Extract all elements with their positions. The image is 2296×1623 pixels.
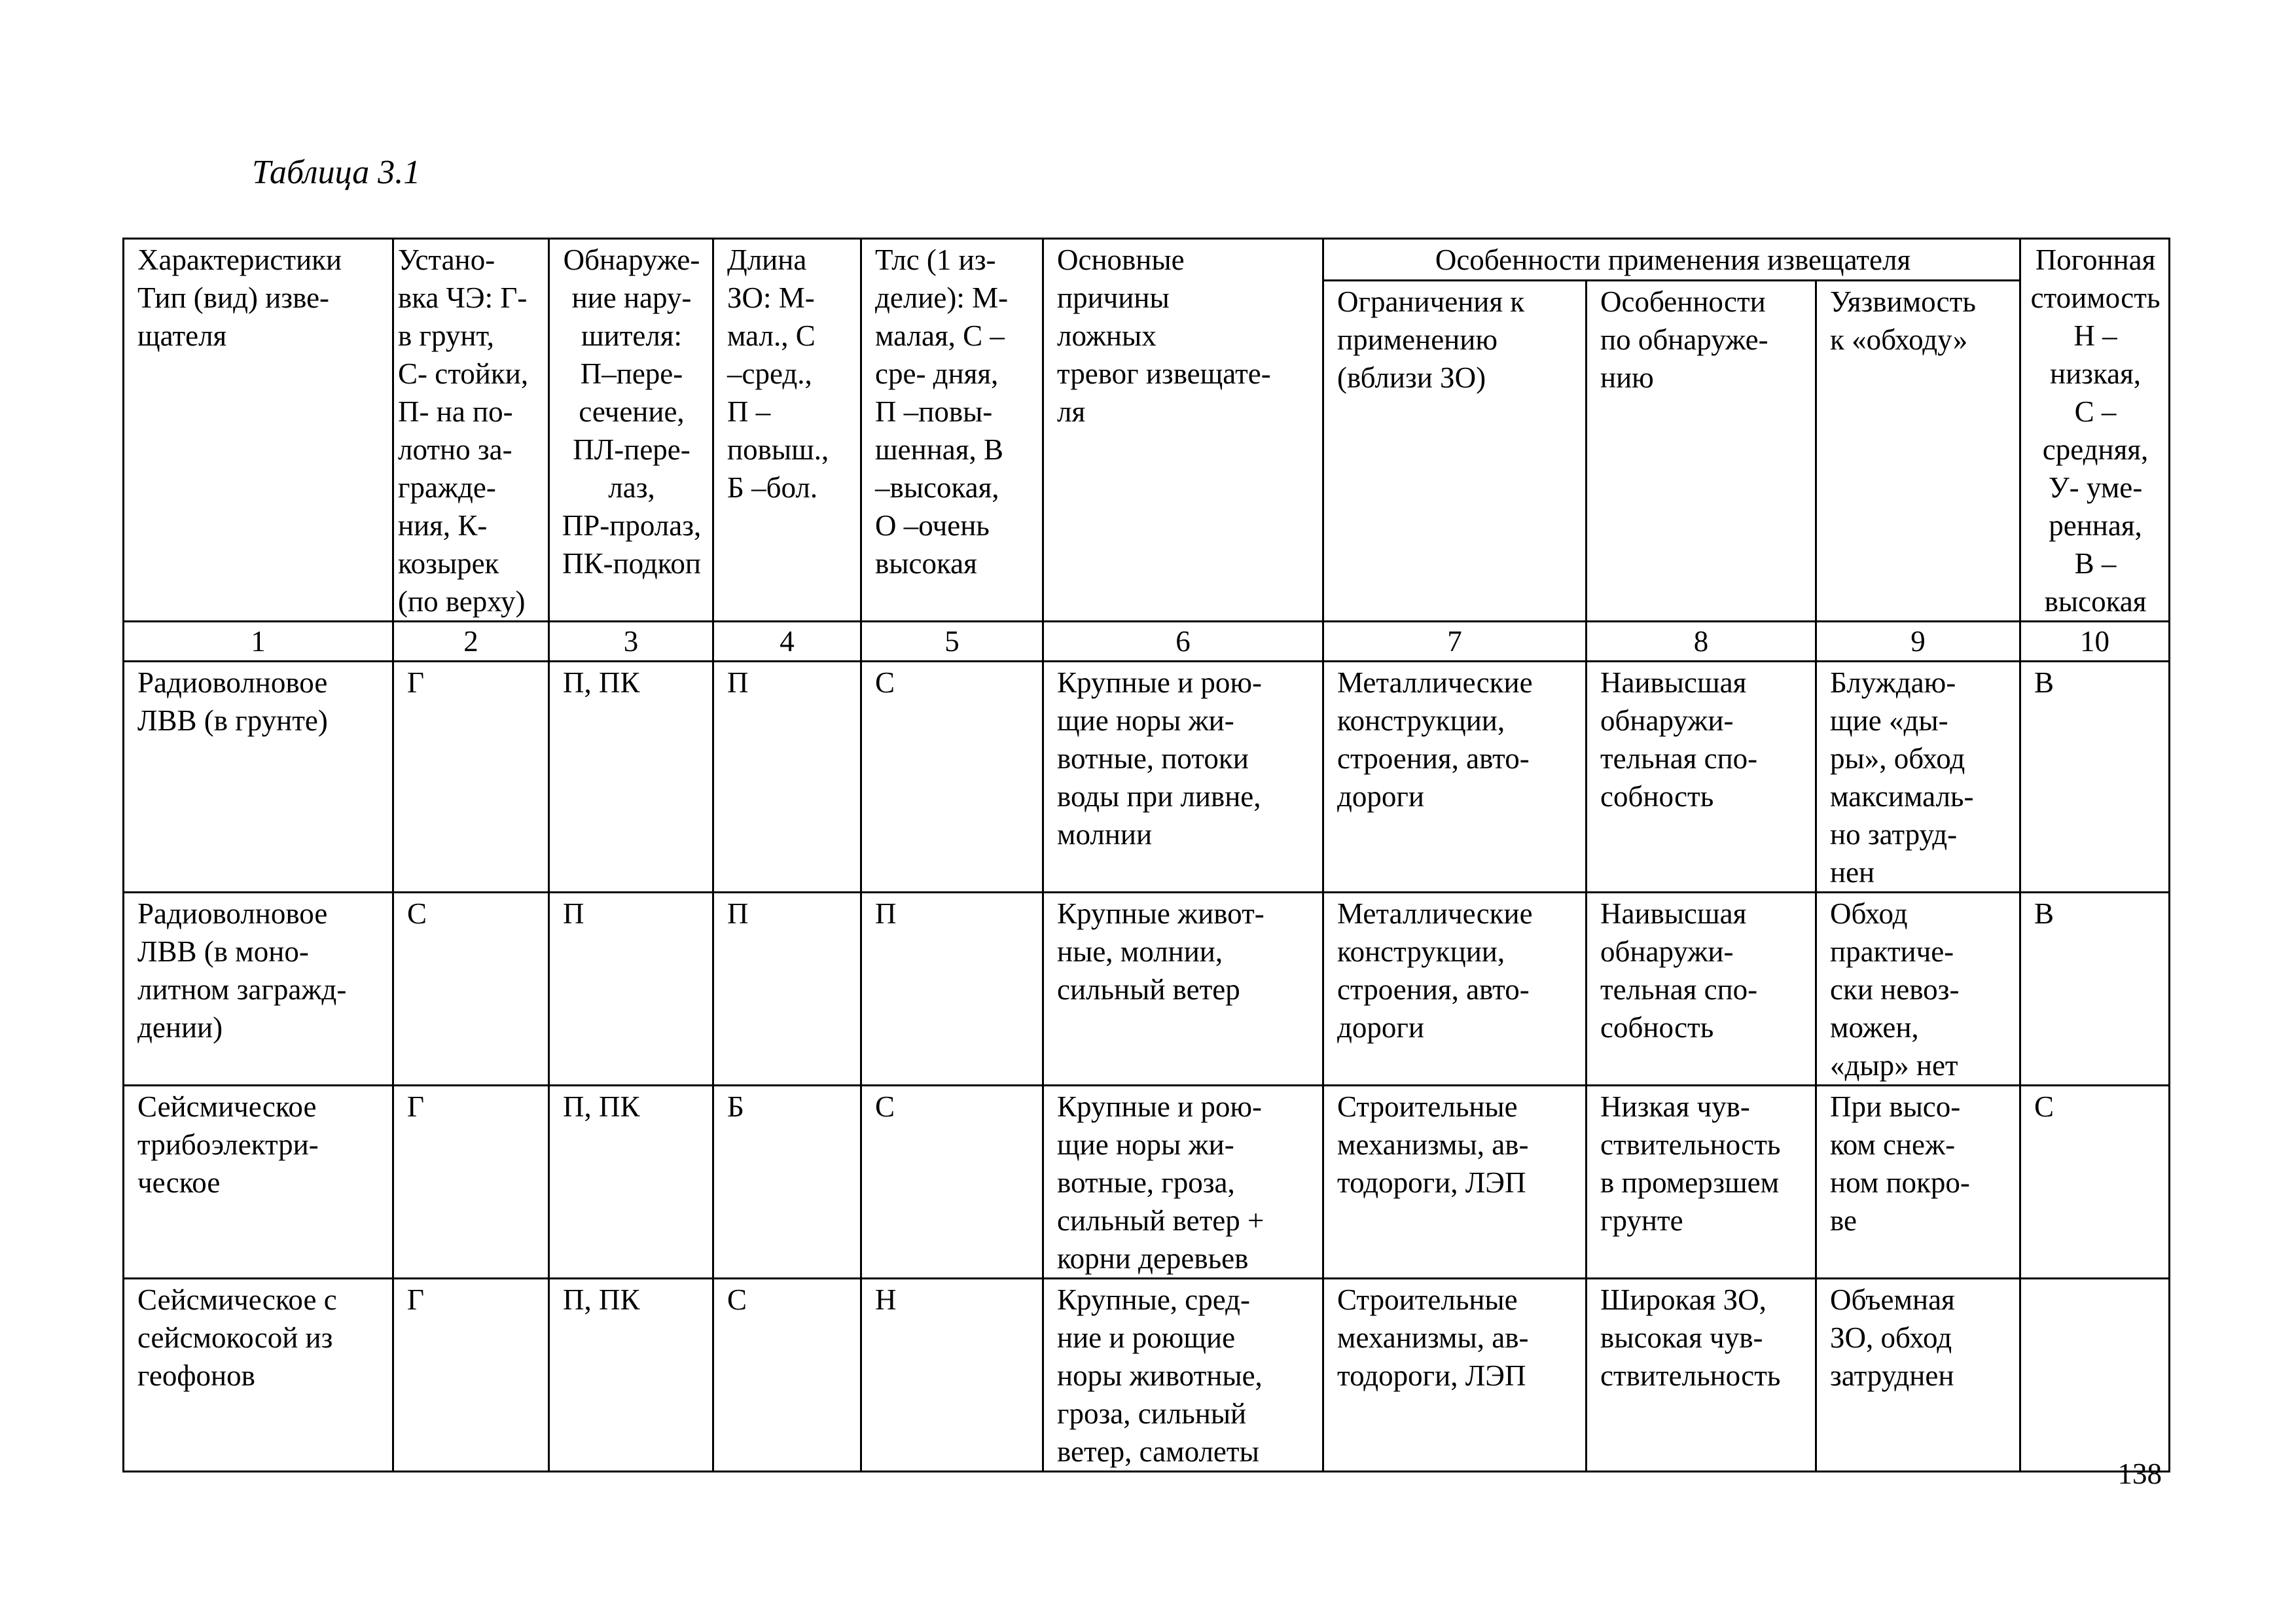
cell-cost: С: [2020, 1086, 2170, 1279]
detector-characteristics-table: [122, 238, 2170, 1472]
header-installation: Устано- вка ЧЭ: Г- в грунт, С- стойки, П- на по- лотно за- гражде- ния, К- козырек (по верху): [393, 239, 549, 622]
cell-vulnerability: При высо- ком снеж- ном покро- ве: [1816, 1086, 2020, 1279]
header-false-alarm-causes: Основные причины ложных тревог извещате- ля: [1043, 239, 1323, 622]
header-intruder-detection: Обнаруже- ние нару- шителя: П–пере- сечение, ПЛ-пере- лаз, ПР-пролаз, ПК-подкоп: [549, 239, 713, 622]
cell-install: С: [393, 893, 549, 1086]
cell-cost: В: [2020, 662, 2170, 893]
column-number: 7: [1323, 622, 1587, 662]
table-row: [124, 1086, 2170, 1279]
header-row-top: [124, 239, 2170, 281]
header-cost: Погонная стоимость Н – низкая, С – средняя, У- уме- ренная, В – высокая: [2020, 239, 2170, 622]
column-number: 3: [549, 622, 713, 662]
cell-type: Радиоволновое ЛВВ (в моно- литном загражд- дении): [124, 893, 393, 1086]
page-number: 138: [2117, 1457, 2162, 1490]
header-zone-length: Длина ЗО: М- мал., С –сред., П – повыш., Б –бол.: [713, 239, 861, 622]
header-detection-features: Особенности по обнаруже- нию: [1587, 280, 1816, 621]
cell-tls: Н: [861, 1279, 1043, 1472]
cell-detection: Широкая ЗО, высокая чув- ствительность: [1587, 1279, 1816, 1472]
header-vulnerability: Уязвимость к «обходу»: [1816, 280, 2020, 621]
table-row: [124, 893, 2170, 1086]
table-row: [124, 662, 2170, 893]
cell-vulnerability: Блуждаю- щие «ды- ры», обход максималь- но затруд- нен: [1816, 662, 2020, 893]
cell-tls: П: [861, 893, 1043, 1086]
cell-causes: Крупные, сред- ние и роющие норы животные, гроза, сильный ветер, самолеты: [1043, 1279, 1323, 1472]
column-number: 5: [861, 622, 1043, 662]
column-number: 10: [2020, 622, 2170, 662]
table-row: [124, 1279, 2170, 1472]
cell-causes: Крупные и рою- щие норы жи- вотные, потоки воды при ливне, молнии: [1043, 662, 1323, 893]
column-number: 2: [393, 622, 549, 662]
cell-type: Сейсмическое трибоэлектри- ческое: [124, 1086, 393, 1279]
cell-causes: Крупные живот- ные, молнии, сильный ветер: [1043, 893, 1323, 1086]
cell-limits: Металлические конструкции, строения, авто- дороги: [1323, 893, 1587, 1086]
header-application-group: Особенности применения извещателя: [1323, 239, 2020, 281]
column-number: 6: [1043, 622, 1323, 662]
column-number: 8: [1587, 622, 1816, 662]
cell-limits: Строительные механизмы, ав- тодороги, ЛЭП: [1323, 1279, 1587, 1472]
cell-detect: П, ПК: [549, 1086, 713, 1279]
cell-tls: С: [861, 662, 1043, 893]
cell-length: П: [713, 662, 861, 893]
column-number-row: [124, 622, 2170, 662]
cell-detection: Низкая чув- ствительность в промерзшем грунте: [1587, 1086, 1816, 1279]
cell-type: Радиоволновое ЛВВ (в грунте): [124, 662, 393, 893]
column-number: 4: [713, 622, 861, 662]
cell-detect: П, ПК: [549, 1279, 713, 1472]
cell-type: Сейсмическое с сейсмокосой из геофонов: [124, 1279, 393, 1472]
cell-detect: П: [549, 893, 713, 1086]
cell-cost: В: [2020, 893, 2170, 1086]
cell-vulnerability: Объемная ЗО, обход затруднен: [1816, 1279, 2020, 1472]
cell-length: П: [713, 893, 861, 1086]
cell-install: Г: [393, 1279, 549, 1472]
cell-detection: Наивысшая обнаружи- тельная спо- собность: [1587, 662, 1816, 893]
header-tls: Тлс (1 из- делие): М- малая, С – сре- дняя, П –повы- шенная, В –высокая, О –очень высокая: [861, 239, 1043, 622]
table-caption: Таблица 3.1: [252, 154, 421, 191]
cell-length: С: [713, 1279, 861, 1472]
header-type: Характеристики Тип (вид) изве- щателя: [124, 239, 393, 622]
cell-causes: Крупные и рою- щие норы жи- вотные, гроза, сильный ветер + корни деревьев: [1043, 1086, 1323, 1279]
cell-cost: [2020, 1279, 2170, 1472]
cell-detect: П, ПК: [549, 662, 713, 893]
header-limitations: Ограничения к применению (вблизи ЗО): [1323, 280, 1587, 621]
cell-detection: Наивысшая обнаружи- тельная спо- собность: [1587, 893, 1816, 1086]
column-number: 1: [124, 622, 393, 662]
column-number: 9: [1816, 622, 2020, 662]
cell-vulnerability: Обход практиче- ски невоз- можен, «дыр» нет: [1816, 893, 2020, 1086]
cell-install: Г: [393, 1086, 549, 1279]
cell-limits: Строительные механизмы, ав- тодороги, ЛЭП: [1323, 1086, 1587, 1279]
cell-install: Г: [393, 662, 549, 893]
cell-length: Б: [713, 1086, 861, 1279]
cell-tls: С: [861, 1086, 1043, 1279]
cell-limits: Металлические конструкции, строения, авто- дороги: [1323, 662, 1587, 893]
